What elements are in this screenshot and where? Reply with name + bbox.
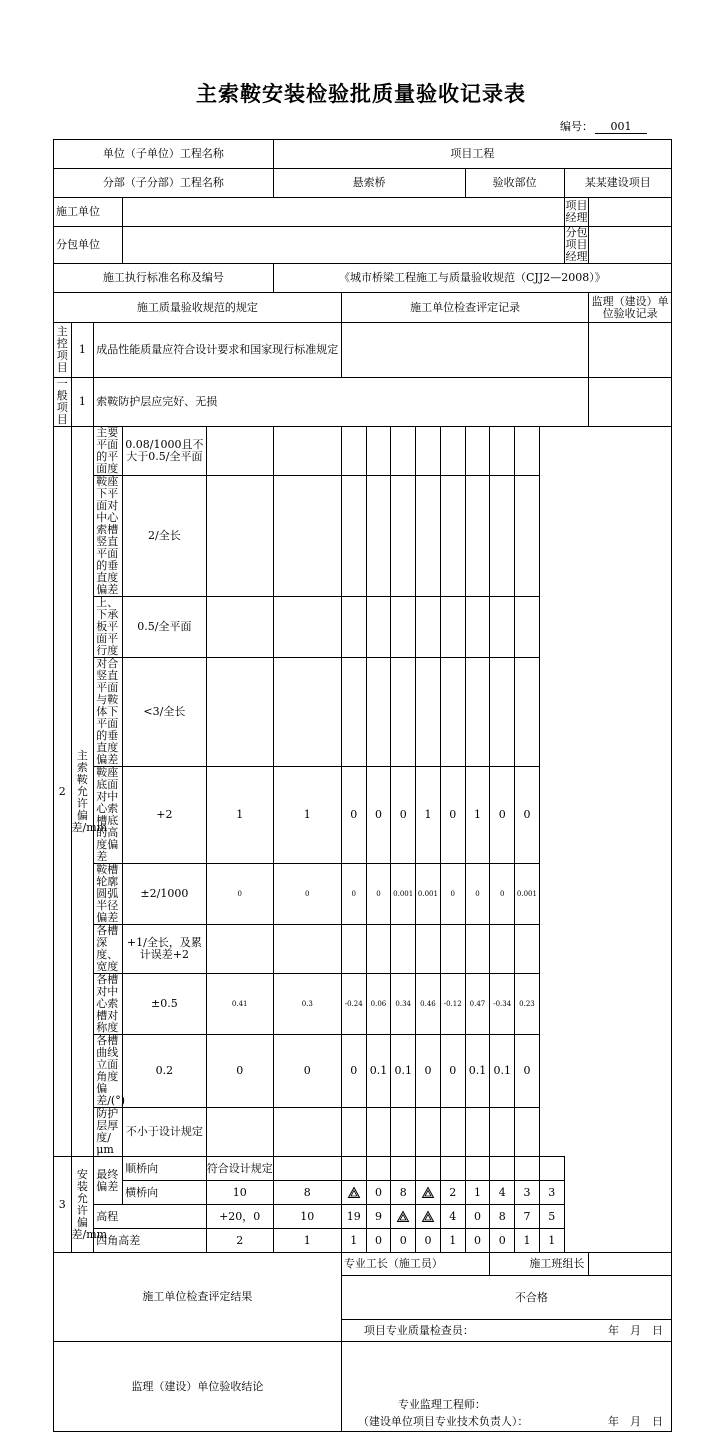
main-control-check — [341, 323, 589, 378]
measure-cell — [206, 1108, 273, 1157]
measure-cell: 2 — [440, 1181, 465, 1205]
measure-cell — [416, 1157, 441, 1181]
general-item3-no: 3 — [54, 1157, 72, 1253]
measure-cell: -0.24 — [341, 974, 366, 1035]
measure-cell — [416, 658, 441, 767]
measure-cell: 5 — [539, 1205, 564, 1229]
measure-cell — [440, 1108, 465, 1157]
measure-cell — [366, 476, 391, 597]
measure-cell — [440, 427, 465, 476]
measure-cell: 8 — [490, 1205, 515, 1229]
measure-cell: 1 — [515, 1229, 540, 1253]
main-control-label: 主控项目 — [54, 323, 72, 378]
measure-cell — [341, 1157, 366, 1181]
measure-cell — [391, 925, 416, 974]
item2-name: 鞍座下平面对中心索槽竖直平面的垂直度偏差 — [94, 476, 123, 597]
measure-cell — [490, 476, 515, 597]
general-item3-row — [54, 1205, 672, 1229]
measure-cell: 0 — [465, 1205, 490, 1229]
item2-name: 上、下承板平面平行度 — [94, 597, 123, 658]
measure-cell: 1 — [440, 1229, 465, 1253]
measure-cell: 4 — [440, 1205, 465, 1229]
measure-cell — [366, 925, 391, 974]
measure-cell — [206, 597, 273, 658]
measure-cell: 0 — [391, 767, 416, 864]
measure-cell — [515, 658, 540, 767]
measure-cell — [490, 1157, 515, 1181]
measure-cell: 0.001 — [515, 864, 540, 925]
measure-cell: 0 — [515, 1035, 540, 1108]
measure-cell — [391, 658, 416, 767]
measure-cell — [465, 597, 490, 658]
check-column-header: 施工单位检查评定记录 — [341, 293, 589, 323]
measure-cell — [416, 597, 441, 658]
main-control-text: 成品性能质量应符合设计要求和国家现行标准规定 — [94, 323, 342, 378]
subunit-label: 分部（子分部）工程名称 — [54, 169, 274, 198]
measure-cell: 0 — [366, 864, 391, 925]
general-item1-no: 1 — [71, 378, 94, 427]
measure-cell — [366, 427, 391, 476]
final-deviation-label: 最终偏差 — [94, 1157, 123, 1205]
subcontractor-value — [123, 227, 564, 264]
measure-cell: 0 — [490, 864, 515, 925]
general-item2-row — [54, 1035, 672, 1108]
measure-cell: 0 — [440, 864, 465, 925]
warning-triangle-icon — [416, 1181, 441, 1205]
contractor-eval-label: 施工单位检查评定结果 — [54, 1253, 342, 1342]
measure-cell — [416, 427, 441, 476]
measure-cell: 0.1 — [391, 1035, 416, 1108]
serial-value: 001 — [595, 120, 647, 134]
subunit-value: 悬索桥 — [273, 169, 465, 198]
general-item3-row — [54, 1229, 672, 1253]
contractor-label: 施工单位 — [54, 198, 123, 227]
measure-cell — [416, 1108, 441, 1157]
measure-cell: 0 — [273, 864, 341, 925]
measure-cell — [440, 476, 465, 597]
measure-cell — [341, 427, 366, 476]
measure-cell: 0.1 — [366, 1035, 391, 1108]
measure-cell: 0 — [341, 1035, 366, 1108]
measure-cell: 0 — [341, 767, 366, 864]
sub-manager-label: 分包项目经理 — [565, 226, 588, 263]
item2-spec: +1/全长，及累计误差+2 — [123, 925, 207, 974]
supervisor-signature — [341, 1414, 671, 1432]
measure-cell — [341, 1108, 366, 1157]
supervisor-engineer-cell — [341, 1396, 671, 1414]
contractor-signature — [341, 1320, 671, 1342]
measure-cell — [341, 925, 366, 974]
measure-cell: 0 — [366, 1229, 391, 1253]
measure-cell — [366, 658, 391, 767]
spec-column-header: 施工质量验收规范的规定 — [54, 293, 342, 323]
measure-cell — [391, 1157, 416, 1181]
measure-cell: 1 — [539, 1229, 564, 1253]
unit-value: 项目工程 — [273, 140, 671, 169]
general-item2-row — [54, 925, 672, 974]
team-leader-label: 施工班组长 — [490, 1253, 589, 1276]
measure-cell: -0.34 — [490, 974, 515, 1035]
measure-cell: 10 — [273, 1205, 341, 1229]
measure-cell — [341, 476, 366, 597]
item3-name: 四角高差 — [94, 1229, 206, 1253]
measure-cell: 0.23 — [515, 974, 540, 1035]
measure-cell: 0 — [273, 1035, 341, 1108]
general-item2-group: 主索鞍允许偏差/mm — [71, 427, 94, 1157]
measure-cell: 9 — [366, 1205, 391, 1229]
engineer-label: 专业监理工程师： — [397, 1397, 486, 1411]
general-item3-row — [54, 1181, 672, 1205]
item3-spec: 2 — [206, 1229, 273, 1253]
measure-cell — [465, 476, 490, 597]
measure-cell — [206, 658, 273, 767]
measure-cell: 0.001 — [391, 864, 416, 925]
serial-number — [560, 118, 647, 134]
general-item2-row — [54, 476, 672, 597]
supervisor-column-header: 监理（建设）单位验收记录 — [589, 293, 672, 323]
item2-name: 主要平面的平面度 — [94, 427, 123, 476]
general-item2-row — [54, 767, 672, 864]
measure-cell: 0 — [490, 1229, 515, 1253]
general-item1-text: 索鞍防护层应完好、无损 — [94, 378, 589, 427]
measure-cell: 0 — [206, 864, 273, 925]
item3-name: 高程 — [94, 1205, 206, 1229]
measure-cell — [490, 925, 515, 974]
measure-cell — [515, 597, 540, 658]
measure-cell — [490, 1108, 515, 1157]
item2-spec: 不小于设计规定 — [123, 1108, 207, 1157]
measure-cell — [465, 925, 490, 974]
measure-cell — [465, 427, 490, 476]
measure-cell — [273, 476, 341, 597]
general-item3-group: 安装允许偏差/mm — [71, 1157, 94, 1253]
item2-name: 各槽深度、宽度 — [94, 925, 123, 974]
measure-cell — [539, 1157, 564, 1181]
measure-cell — [440, 1157, 465, 1181]
measure-cell: 0.3 — [273, 974, 341, 1035]
subcontractor-label: 分包单位 — [54, 227, 123, 264]
item2-name: 鞍座底面对中心索槽底的高度偏差 — [94, 767, 123, 864]
item2-spec: +2 — [123, 767, 207, 864]
inspection-table — [53, 139, 672, 1432]
measure-cell: 0 — [515, 767, 540, 864]
measure-cell: 0.46 — [416, 974, 441, 1035]
measure-cell — [206, 476, 273, 597]
measure-cell: 8 — [273, 1181, 341, 1205]
measure-cell — [416, 476, 441, 597]
item3-spec: 符合设计规定 — [206, 1157, 273, 1181]
sub-manager-value — [589, 227, 672, 264]
measure-cell: 3 — [515, 1181, 540, 1205]
measure-cell: 0.06 — [366, 974, 391, 1035]
item3-name: 横桥向 — [123, 1181, 207, 1205]
item2-spec: 0.5/全平面 — [123, 597, 207, 658]
item2-spec: ±0.5 — [123, 974, 207, 1035]
measure-cell — [440, 925, 465, 974]
item3-spec: 10 — [206, 1181, 273, 1205]
serial-label: 编号： — [560, 120, 593, 133]
measure-cell — [273, 597, 341, 658]
item2-name: 防护层厚度/μm — [94, 1108, 123, 1157]
measure-cell — [465, 658, 490, 767]
measure-cell: 1 — [273, 767, 341, 864]
main-control-no: 1 — [71, 323, 94, 378]
measure-cell — [341, 597, 366, 658]
measure-cell: 0.1 — [465, 1035, 490, 1108]
general-label: 一般项目 — [54, 378, 72, 427]
measure-cell — [515, 1108, 540, 1157]
measure-cell: 4 — [490, 1181, 515, 1205]
contractor-value — [123, 198, 564, 227]
item2-name: 鞍槽轮廓圆弧半径偏差 — [94, 864, 123, 925]
measure-cell: 0.41 — [206, 974, 273, 1035]
measure-cell — [515, 925, 540, 974]
acceptance-part-label: 验收部位 — [465, 169, 564, 198]
general-supervisor — [589, 378, 672, 427]
standard-label: 施工执行标准名称及编号 — [54, 264, 274, 293]
measure-cell — [273, 925, 341, 974]
team-leader-value — [589, 1253, 672, 1276]
measure-cell — [366, 597, 391, 658]
measure-cell — [206, 427, 273, 476]
measure-cell — [490, 427, 515, 476]
measure-cell — [341, 658, 366, 767]
standard-value: 《城市桥梁工程施工与质量验收规范（CJJ2—2008）》 — [273, 264, 671, 293]
item3-spec: +20，0 — [206, 1205, 273, 1229]
measure-cell — [490, 658, 515, 767]
measure-cell — [391, 597, 416, 658]
measure-cell — [366, 1157, 391, 1181]
inspector-label: 项目专业质量检查员： — [363, 1323, 474, 1337]
acceptance-part-value: 某某建设项目 — [564, 169, 671, 198]
measure-cell: 0 — [416, 1229, 441, 1253]
measure-cell — [416, 925, 441, 974]
measure-cell: 0 — [366, 767, 391, 864]
foreman-label: 专业工长（施工员） — [341, 1253, 490, 1276]
measure-cell: 0.1 — [490, 1035, 515, 1108]
measure-cell: 0 — [416, 1035, 441, 1108]
main-control-supervisor — [589, 323, 672, 378]
general-item2-row — [54, 597, 672, 658]
measure-cell: 0.34 — [391, 974, 416, 1035]
measure-cell: 1 — [465, 1181, 490, 1205]
measure-cell: 0 — [391, 1229, 416, 1253]
general-item2-no: 2 — [54, 427, 72, 1157]
warning-triangle-icon — [391, 1205, 416, 1229]
measure-cell: 0 — [440, 767, 465, 864]
measure-cell: 0 — [465, 1229, 490, 1253]
measure-cell — [206, 925, 273, 974]
measure-cell: 0 — [490, 767, 515, 864]
measure-cell: 19 — [341, 1205, 366, 1229]
supervisor-conclusion — [341, 1342, 671, 1396]
measure-cell: 0 — [465, 864, 490, 925]
measure-cell: 1 — [341, 1229, 366, 1253]
measure-cell — [465, 1108, 490, 1157]
measure-cell — [515, 1157, 540, 1181]
supervisor-eval-label: 监理（建设）单位验收结论 — [54, 1342, 342, 1432]
measure-cell — [273, 1108, 341, 1157]
supervisor-date: 年 月 日 — [608, 1415, 663, 1429]
measure-cell — [273, 658, 341, 767]
measure-cell: 7 — [515, 1205, 540, 1229]
measure-cell — [490, 597, 515, 658]
warning-triangle-icon — [341, 1181, 366, 1205]
measure-cell — [440, 597, 465, 658]
item2-spec: 2/全长 — [123, 476, 207, 597]
item2-spec: <3/全长 — [123, 658, 207, 767]
item2-spec: ±2/1000 — [123, 864, 207, 925]
measure-cell — [273, 427, 341, 476]
item2-name: 各槽曲线立面角度偏差/(°) — [94, 1035, 123, 1108]
measure-cell: 1 — [416, 767, 441, 864]
measure-cell: 1 — [465, 767, 490, 864]
warning-triangle-icon — [416, 1205, 441, 1229]
measure-cell — [515, 476, 540, 597]
measure-cell — [515, 427, 540, 476]
measure-cell: 0 — [366, 1181, 391, 1205]
general-item3-row — [54, 1157, 672, 1181]
measure-cell — [273, 1157, 341, 1181]
measure-cell: 0.001 — [416, 864, 441, 925]
general-item2-row — [54, 974, 672, 1035]
general-item2-row — [54, 864, 672, 925]
contractor-result: 不合格 — [341, 1276, 671, 1320]
measure-cell — [465, 1157, 490, 1181]
item2-spec: 0.2 — [123, 1035, 207, 1108]
measure-cell — [391, 427, 416, 476]
item2-name: 各槽对中心索槽对称度 — [94, 974, 123, 1035]
item3-name: 顺桥向 — [123, 1157, 207, 1181]
general-item2-row — [54, 658, 672, 767]
general-item2-row — [54, 1108, 672, 1157]
owner-label: （建设单位项目专业技术负责人）： — [357, 1415, 529, 1429]
measure-cell — [440, 658, 465, 767]
measure-cell — [391, 476, 416, 597]
measure-cell — [391, 1108, 416, 1157]
measure-cell: 0 — [206, 1035, 273, 1108]
project-manager-label: 项目经理 — [564, 198, 589, 227]
measure-cell — [366, 1108, 391, 1157]
contractor-date: 年 月 日 — [608, 1323, 663, 1337]
general-item2-row — [54, 427, 672, 476]
page-title: 主索鞍安装检验批质量验收记录表 — [196, 82, 526, 106]
measure-cell: 1 — [206, 767, 273, 864]
measure-cell: 3 — [539, 1181, 564, 1205]
project-manager-value — [589, 198, 672, 227]
measure-cell: 0 — [341, 864, 366, 925]
measure-cell: 1 — [273, 1229, 341, 1253]
item2-spec: 0.08/1000且不大于0.5/全平面 — [123, 427, 207, 476]
item2-name: 对合竖直平面与鞍体下平面的垂直度偏差 — [94, 658, 123, 767]
measure-cell: 0 — [440, 1035, 465, 1108]
measure-cell: -0.12 — [440, 974, 465, 1035]
measure-cell: 0.47 — [465, 974, 490, 1035]
measure-cell: 8 — [391, 1181, 416, 1205]
unit-label: 单位（子单位）工程名称 — [54, 140, 274, 169]
